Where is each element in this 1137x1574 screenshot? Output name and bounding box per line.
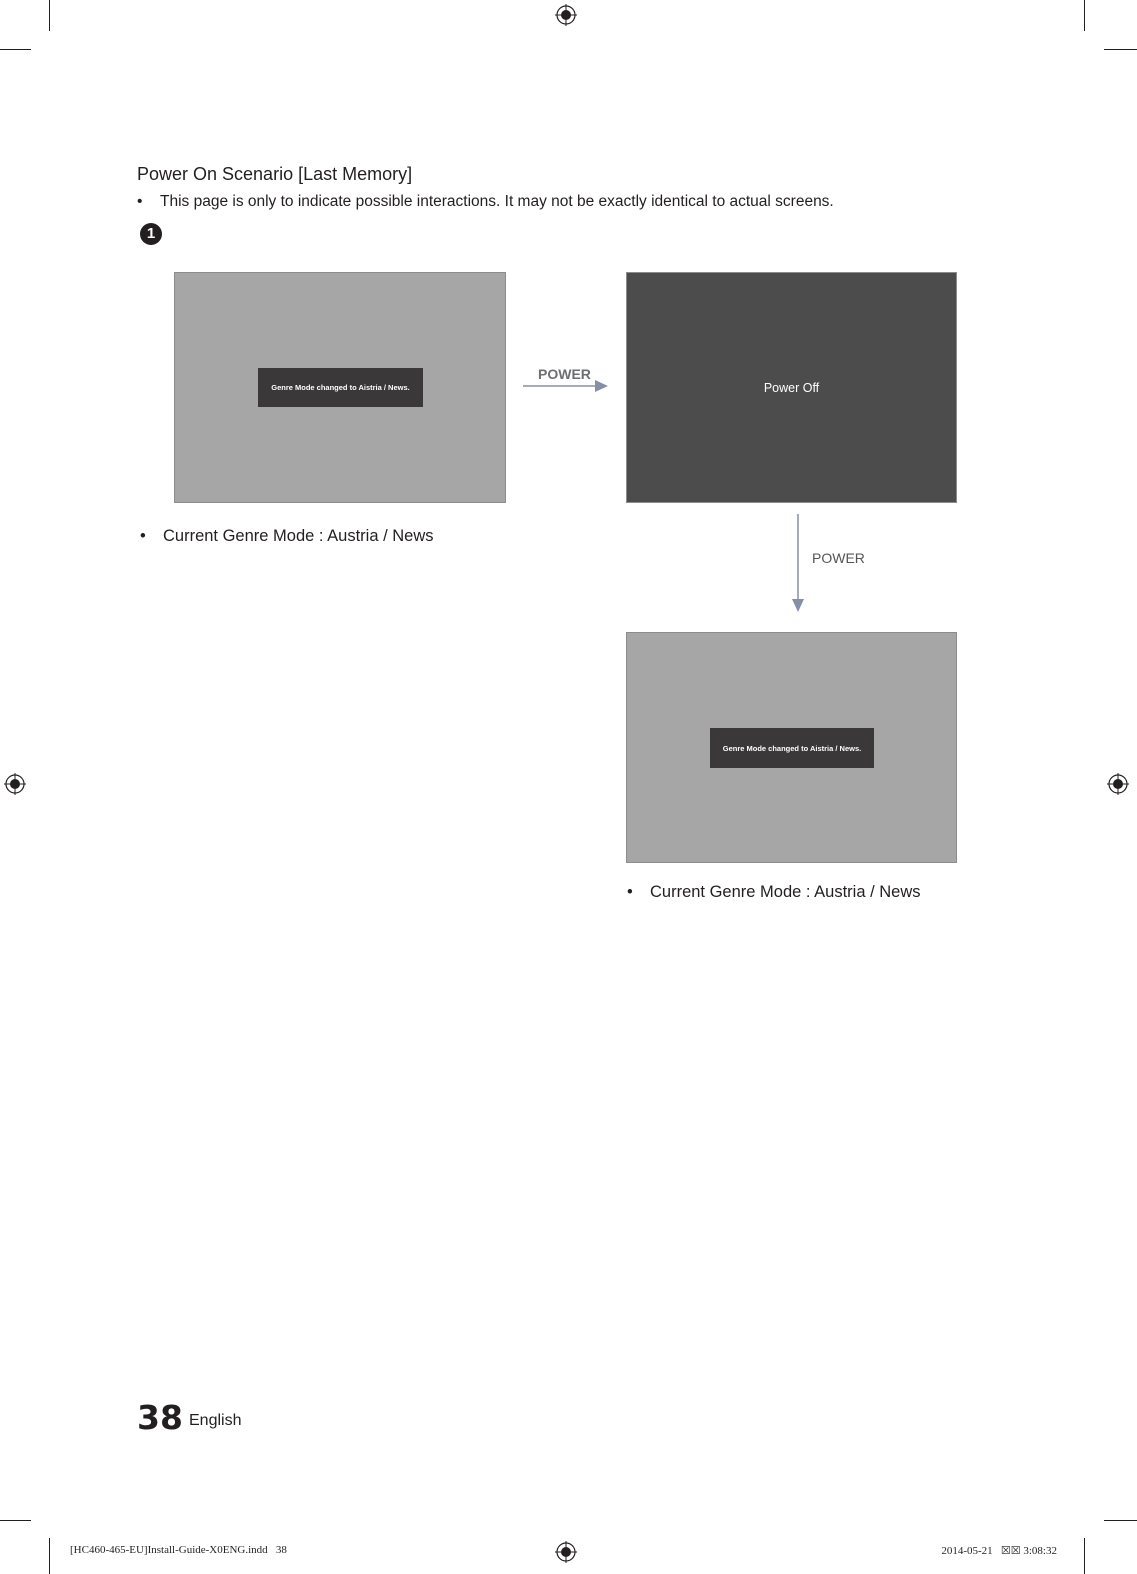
crop-mark bbox=[1084, 0, 1085, 31]
intro-bullet bbox=[137, 193, 834, 211]
slug-datetime: 2014-05-21 ☒☒ 3:08:32 bbox=[941, 1545, 1057, 1557]
note-text: Current Genre Mode : Austria / News bbox=[650, 883, 921, 901]
bullet-icon: • bbox=[627, 883, 633, 901]
crop-mark bbox=[49, 1538, 50, 1574]
crop-mark bbox=[0, 49, 31, 50]
down-arrow-icon bbox=[791, 514, 805, 614]
power-arrow-label: POWER bbox=[538, 366, 591, 382]
slug-filename: [HC460-465-EU]Install-Guide-X0ENG.indd 38 bbox=[70, 1544, 287, 1556]
intro-text: This page is only to indicate possible interactions. It may not be exactly identical to actual screens. bbox=[160, 193, 834, 210]
note-text: Current Genre Mode : Austria / News bbox=[163, 527, 434, 545]
registration-mark-icon bbox=[1107, 773, 1129, 795]
tv-screen-power-off bbox=[626, 272, 957, 503]
crop-mark bbox=[0, 1520, 31, 1521]
power-off-label: Power Off bbox=[763, 380, 820, 395]
tv-screen-initial bbox=[174, 272, 506, 503]
tv-screen-restored bbox=[626, 632, 957, 863]
registration-mark-icon bbox=[4, 773, 26, 795]
registration-mark-icon bbox=[555, 4, 577, 26]
crop-mark bbox=[1104, 49, 1137, 50]
crop-mark bbox=[1084, 1538, 1085, 1574]
registration-mark-icon bbox=[555, 1541, 577, 1563]
step-number-badge: 1 bbox=[140, 223, 162, 245]
current-mode-note bbox=[140, 527, 434, 546]
crop-mark bbox=[1104, 1520, 1137, 1521]
section-title: Power On Scenario [Last Memory] bbox=[137, 164, 413, 184]
bullet-icon: • bbox=[137, 193, 143, 210]
bullet-icon: • bbox=[140, 527, 146, 545]
crop-mark bbox=[49, 0, 50, 31]
page-language: English bbox=[189, 1412, 242, 1429]
osd-message-box: Genre Mode changed to Aistria / News. bbox=[710, 728, 874, 768]
osd-message-box: Genre Mode changed to Aistria / News. bbox=[258, 368, 423, 407]
right-arrow-icon bbox=[523, 379, 609, 393]
current-mode-note bbox=[627, 883, 921, 902]
power-arrow-label: POWER bbox=[812, 550, 865, 566]
page-number: 38 bbox=[137, 1398, 183, 1437]
